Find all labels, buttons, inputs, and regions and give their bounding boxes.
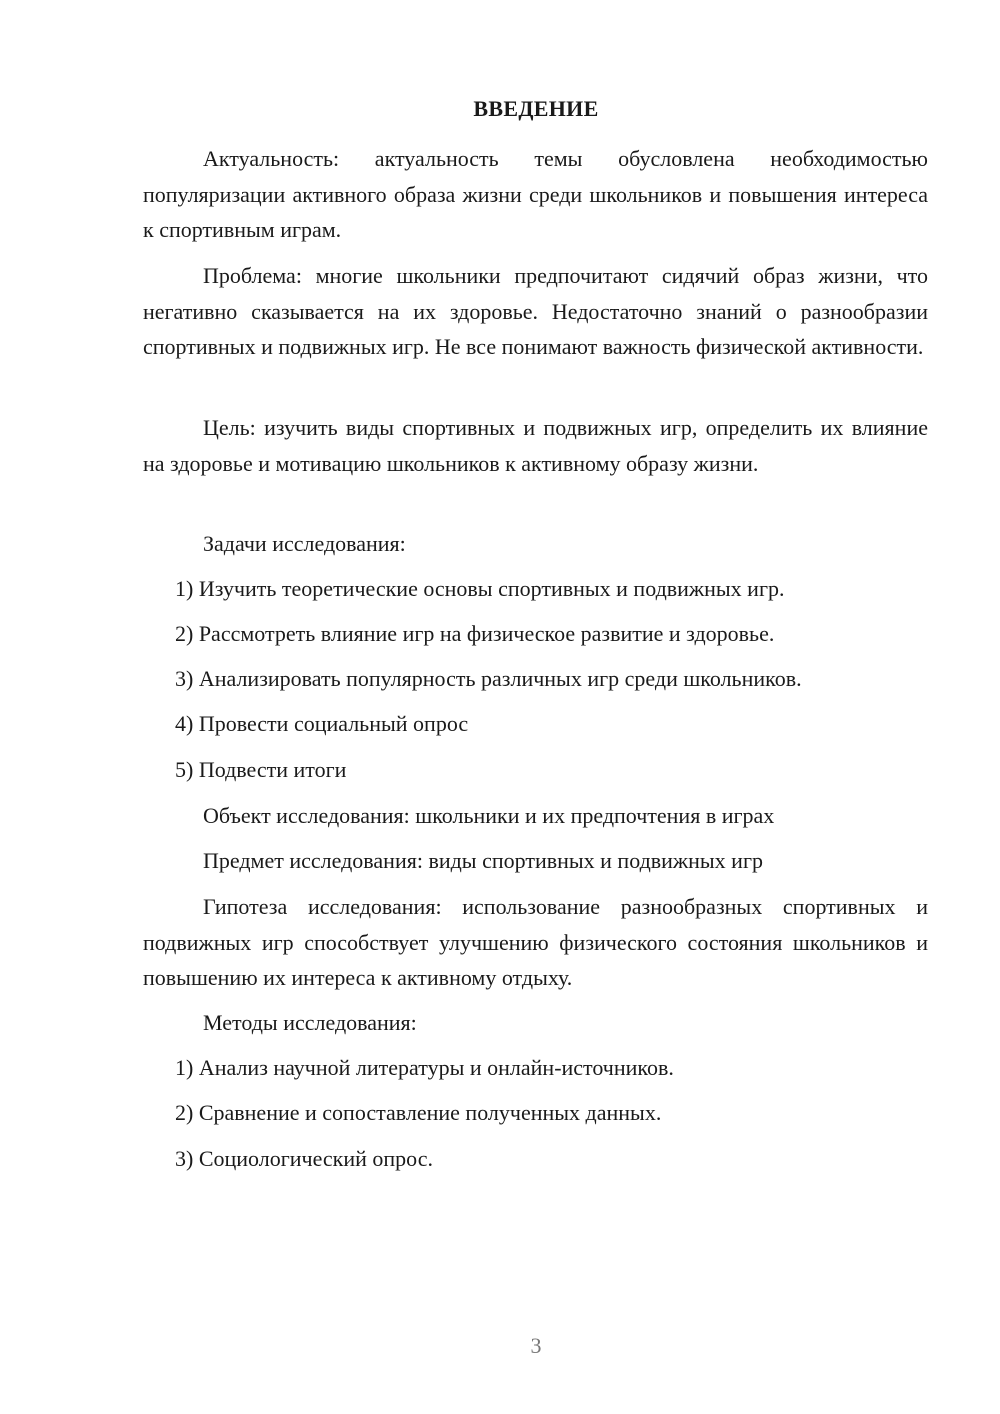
section-heading: ВВЕДЕНИЕ xyxy=(473,96,599,121)
method-item-2: 2) Сравнение и сопоставление полученных данных. xyxy=(175,1100,662,1125)
task-item-5: 5) Подвести итоги xyxy=(175,757,347,782)
method-item-3: 3) Социологический опрос. xyxy=(175,1146,433,1171)
task-item-2: 2) Рассмотреть влияние игр на физическое развитие и здоровье. xyxy=(175,621,775,646)
task-item-1: 1) Изучить теоретические основы спортивных и подвижных игр. xyxy=(175,576,785,601)
research-object: Объект исследования: школьники и их предпочтения в играх xyxy=(203,803,775,828)
problem-paragraph: Проблема: многие школьники предпочитают сидячий образ жизни, что негативно сказывается на их здоровье. Недостаточно знаний о разнообразии спортивных и подвижных игр. Не все понимают важность физической активности. xyxy=(143,263,928,359)
task-item-4: 4) Провести социальный опрос xyxy=(175,711,469,736)
tasks-label: Задачи исследования: xyxy=(203,531,406,556)
relevance-paragraph: Актуальность: актуальность темы обусловлена необходимостью популяризации активного образа жизни среди школьников и повышения интереса к спортивным играм. xyxy=(143,146,928,242)
hypothesis-paragraph: Гипотеза исследования: использование разнообразных спортивных и подвижных игр способствует улучшению физического состояния школьников и повышению их интереса к активному отдыху. xyxy=(143,894,928,990)
page-number: 3 xyxy=(530,1333,542,1358)
research-subject: Предмет исследования: виды спортивных и подвижных игр xyxy=(203,848,763,873)
method-item-1: 1) Анализ научной литературы и онлайн-источников. xyxy=(175,1055,674,1080)
methods-label: Методы исследования: xyxy=(203,1010,417,1035)
goal-paragraph: Цель: изучить виды спортивных и подвижных игр, определить их влияние на здоровье и мотивацию школьников к активному образу жизни. xyxy=(143,415,928,476)
task-item-3: 3) Анализировать популярность различных игр среди школьников. xyxy=(175,666,802,691)
